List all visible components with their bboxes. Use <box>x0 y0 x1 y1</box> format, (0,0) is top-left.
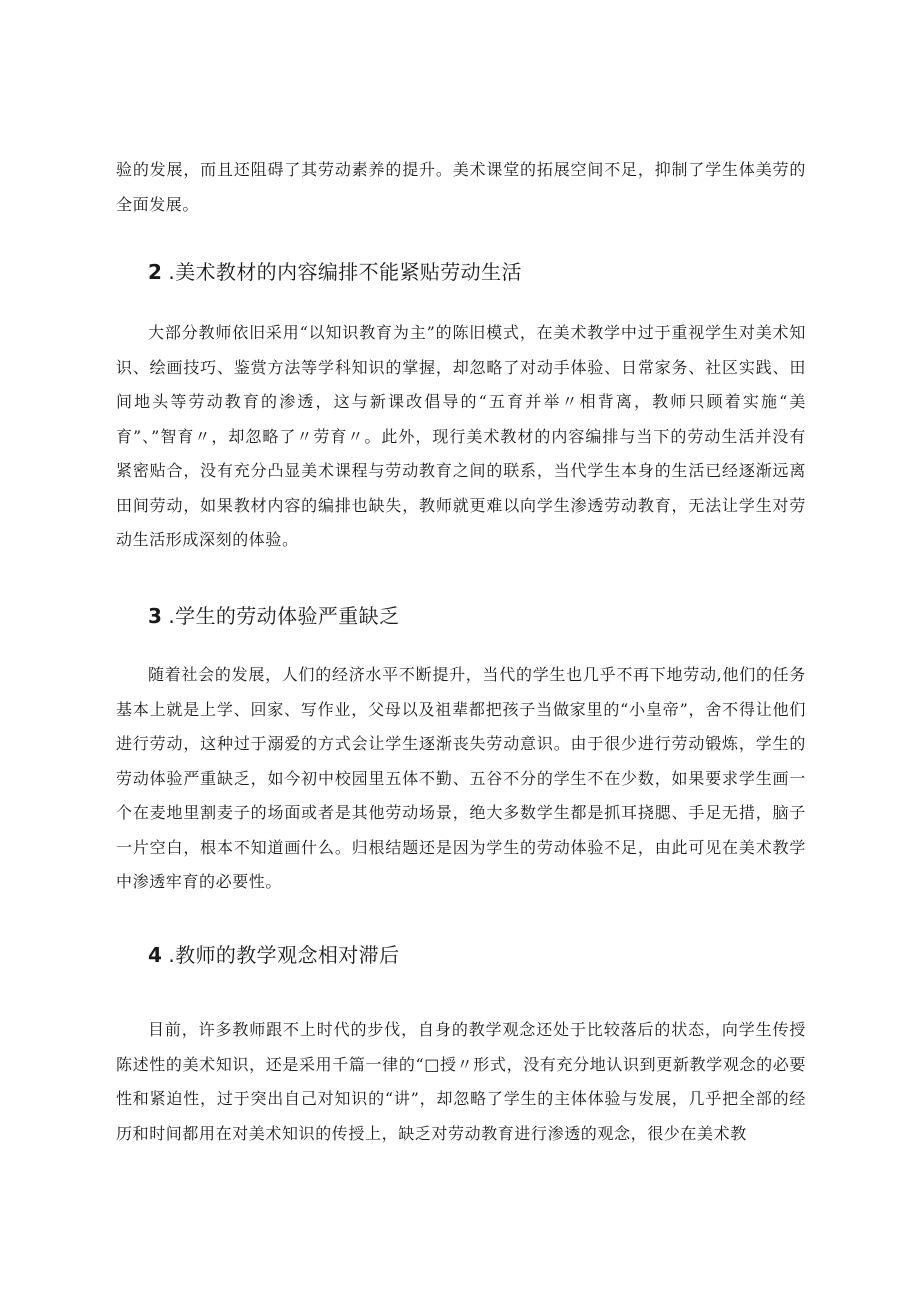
heading-text: .学生的劳动体验严重缺乏 <box>168 604 400 628</box>
section-heading-3 <box>148 602 400 630</box>
heading-number: 3 <box>148 604 163 628</box>
heading-number: 4 <box>148 943 163 967</box>
paragraph-continuation: 验的发展，而且还阻碍了其劳动素养的提升。美术课堂的拓展空间不足，抑制了学生体美劳的全面发展。 <box>116 160 806 214</box>
heading-text: .教师的教学观念相对滞后 <box>168 943 400 967</box>
paragraph-section-2: 大部分教师依旧采用“以知识教育为主”的陈旧模式，在美术教学中过于重视学生对美术知识、绘画技巧、鉴赏方法等学科知识的掌握，却忽略了对动手体验、日常家务、社区实践、田间地头等劳动教育的渗透，这与新课改倡导的“五育并举〃相背离，教师只顾着实施“美育”、”智育〃，却忽略了〃劳育〃。此外，现行美术教材的内容编排与当下的劳动生活并没有紧密贴合，没有充分凸显美术课程与劳动教育之间的联系，当代学生本身的生活已经逐渐远离田间劳动，如果教材内容的编排也缺失，教师就更难以向学生渗透劳动教育，无法让学生对劳动生活形成深刻的体验。 <box>116 323 806 549</box>
paragraph-section-4: 目前，许多教师跟不上时代的步伐，自身的教学观念还处于比较落后的状态，向学生传授陈述性的美术知识，还是采用千篇一律的“□授〃形式，没有充分地认识到更新教学观念的必要性和紧迫性，过于突出自己对知识的“讲”，却忽略了学生的主体体验与发展，几乎把全部的经历和时间都用在对美术知识的传授上，缺乏对劳动教育进行渗透的观念，很少在美术教 <box>116 1020 806 1143</box>
section-heading-2 <box>148 258 522 286</box>
section-heading-4 <box>148 941 400 969</box>
heading-number: 2 <box>148 260 163 284</box>
paragraph-section-3: 随着社会的发展，人们的经济水平不断提升，当代的学生也几乎不再下地劳动,他们的任务基本上就是上学、回家、写作业，父母以及祖辈都把孩子当做家里的“小皇帝”，舍不得让他们进行劳动，这种过于溺爱的方式会让学生逐渐丧失劳动意识。由于很少进行劳动锻炼，学生的劳动体验严重缺乏，如今初中校园里五体不勤、五谷不分的学生不在少数，如果要求学生画一个在麦地里割麦子的场面或者是其他劳动场景，绝大多数学生都是抓耳挠腮、手足无措，脑子一片空白，根本不知道画什么。归根结题还是因为学生的劳动体验不足，由此可见在美术教学中渗透牢育的必要性。 <box>116 665 806 891</box>
heading-text: .美术教材的内容编排不能紧贴劳动生活 <box>168 260 522 284</box>
